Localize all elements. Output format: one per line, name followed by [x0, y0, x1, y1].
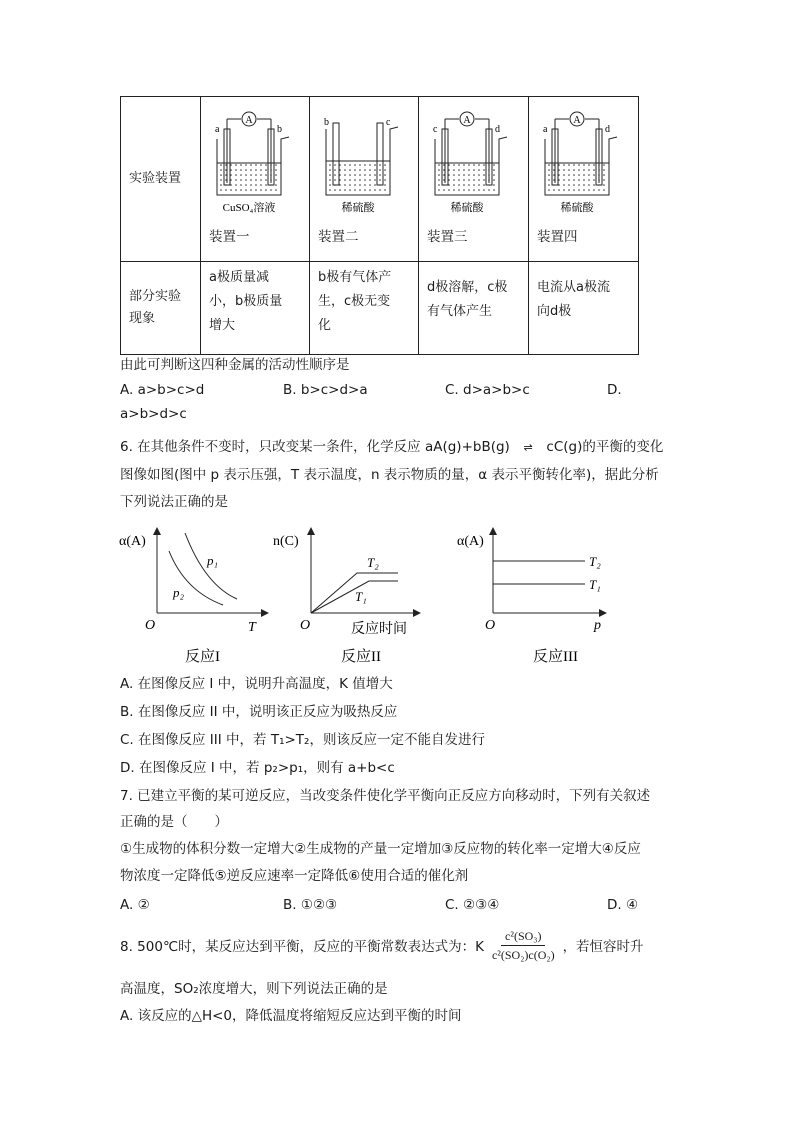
- q6-line3: 下列说法正确的是: [120, 494, 228, 510]
- curve-label: T₁: [589, 577, 601, 592]
- q5-option-b: B. b>c>d>a: [283, 382, 368, 398]
- q8-option-a: A. 该反应的△H<0，降低温度将缩短反应达到平衡的时间: [120, 1008, 462, 1024]
- svg-text:稀硫酸: 稀硫酸: [341, 202, 375, 214]
- axis-label: 反应时间: [351, 622, 407, 637]
- graph-reaction-3: [457, 531, 603, 665]
- origin-label: O: [485, 618, 496, 633]
- row-label-setup: 实验装置: [121, 97, 201, 262]
- q7-line4: 物浓度一定降低⑤逆反应速率一定降低⑥使用合适的催化剂: [120, 868, 469, 884]
- axis-label: α(A): [457, 534, 484, 549]
- reaction-graphs: [115, 525, 675, 670]
- device-name: 装置三: [427, 229, 468, 245]
- q5-option-a: A. a>b>c>d: [120, 382, 205, 398]
- equilibrium-constant-fraction: c²(SO₃) c²(SO₂)c(O₂): [491, 928, 555, 962]
- axis-label: α(A): [119, 534, 146, 549]
- observation-cell: a极质量减 小，b极质量 增大: [201, 262, 310, 355]
- svg-text:A: A: [463, 115, 471, 126]
- q7-option-b: B. ①②③: [283, 897, 338, 913]
- row-label-observation: 部分实验现象: [121, 262, 201, 355]
- device-name: 装置二: [318, 229, 359, 245]
- device-name: 装置一: [209, 229, 250, 245]
- svg-text:b: b: [324, 117, 329, 128]
- q7-line2: 正确的是（ ）: [120, 814, 228, 830]
- q6-option-c: C. 在图像反应 III 中，若 T₁>T₂，则该反应一定不能自发进行: [120, 732, 485, 748]
- q6-line1: 6. 在其他条件不变时，只改变某一条件，化学反应 aA(g)+bB(g) ⇌ cC(g)的平衡的变化: [120, 436, 663, 459]
- origin-label: O: [300, 618, 311, 633]
- svg-text:c: c: [386, 117, 391, 128]
- q5-option-d-cont: a>b>d>c: [120, 406, 187, 422]
- q7-option-c: C. ②③④: [445, 897, 500, 913]
- origin-label: O: [145, 618, 156, 633]
- electrolysis-cell-4: [537, 103, 627, 215]
- electrolysis-cell-2: [318, 103, 408, 215]
- device-cell: [310, 97, 419, 262]
- curve-label: T₁: [355, 589, 367, 604]
- svg-text:d: d: [495, 124, 500, 135]
- axis-label: n(C): [273, 534, 299, 549]
- device-cell: [201, 97, 310, 262]
- electrolysis-cell-1: [209, 103, 299, 215]
- graph-caption: 反应II: [341, 649, 381, 665]
- q5-option-d: D.: [607, 382, 622, 398]
- svg-text:A: A: [573, 115, 581, 126]
- q6-line2: 图像如图(图中 p 表示压强，T 表示温度，n 表示物质的量，α 表示平衡转化率)，据此分析: [120, 467, 659, 483]
- q7-line1: 7. 已建立平衡的某可逆反应，当改变条件使化学平衡向正反应方向移动时，下列有关叙述: [120, 788, 651, 804]
- svg-text:稀硫酸: 稀硫酸: [560, 202, 594, 214]
- experiment-table: [120, 96, 639, 355]
- observation-cell: 电流从a极流 向d极: [529, 262, 639, 355]
- device-cell: [529, 97, 639, 262]
- observation-cell: d极溶解，c极 有气体产生: [419, 262, 529, 355]
- q8-line1: 8. 500℃时，某反应达到平衡，反应的平衡常数表达式为：K c²(SO₃) c²(SO₂)c(O₂) ，若恒容时升: [120, 928, 644, 962]
- curve-label: p₁: [207, 553, 219, 568]
- q6-option-b: B. 在图像反应 II 中，说明该正反应为吸热反应: [120, 704, 398, 720]
- q5-option-c: C. d>a>b>c: [445, 382, 530, 398]
- observation-cell: b极有气体产 生，c极无变 化: [310, 262, 419, 355]
- svg-text:CuSO₄溶液: CuSO₄溶液: [222, 202, 276, 214]
- svg-text:稀硫酸: 稀硫酸: [450, 202, 484, 214]
- axis-label: p: [594, 618, 601, 633]
- graph-reaction-1: [119, 531, 265, 665]
- svg-text:a: a: [543, 124, 548, 135]
- svg-text:A: A: [245, 115, 253, 126]
- q7-option-a: A. ②: [120, 897, 150, 913]
- device-name: 装置四: [537, 229, 578, 245]
- svg-text:d: d: [605, 124, 610, 135]
- device-cell: [419, 97, 529, 262]
- graph-caption: 反应I: [185, 649, 220, 665]
- svg-text:a: a: [215, 124, 220, 135]
- curve-label: T₂: [367, 555, 379, 570]
- graph-caption: 反应III: [533, 649, 578, 665]
- q6-option-d: D. 在图像反应 I 中，若 p₂>p₁，则有 a+b<c: [120, 760, 395, 776]
- svg-text:c: c: [433, 124, 438, 135]
- q8-line2: 高温度，SO₂浓度增大，则下列说法正确的是: [120, 981, 388, 997]
- curve-label: T₂: [589, 554, 601, 569]
- q7-line3: ①生成物的体积分数一定增大②生成物的产量一定增加③反应物的转化率一定增大④反应: [120, 841, 641, 857]
- q6-option-a: A. 在图像反应 I 中，说明升高温度，K 值增大: [120, 676, 393, 692]
- electrolysis-cell-3: [427, 103, 517, 215]
- q5-stem: 由此可判断这四种金属的活动性顺序是: [120, 357, 350, 373]
- curve-label: p₂: [173, 585, 185, 600]
- q7-option-d: D. ④: [607, 897, 639, 913]
- graph-reaction-2: [273, 531, 417, 665]
- axis-label: T: [248, 620, 256, 635]
- reversible-arrow-icon: ⇌: [523, 441, 533, 454]
- svg-text:b: b: [277, 124, 282, 135]
